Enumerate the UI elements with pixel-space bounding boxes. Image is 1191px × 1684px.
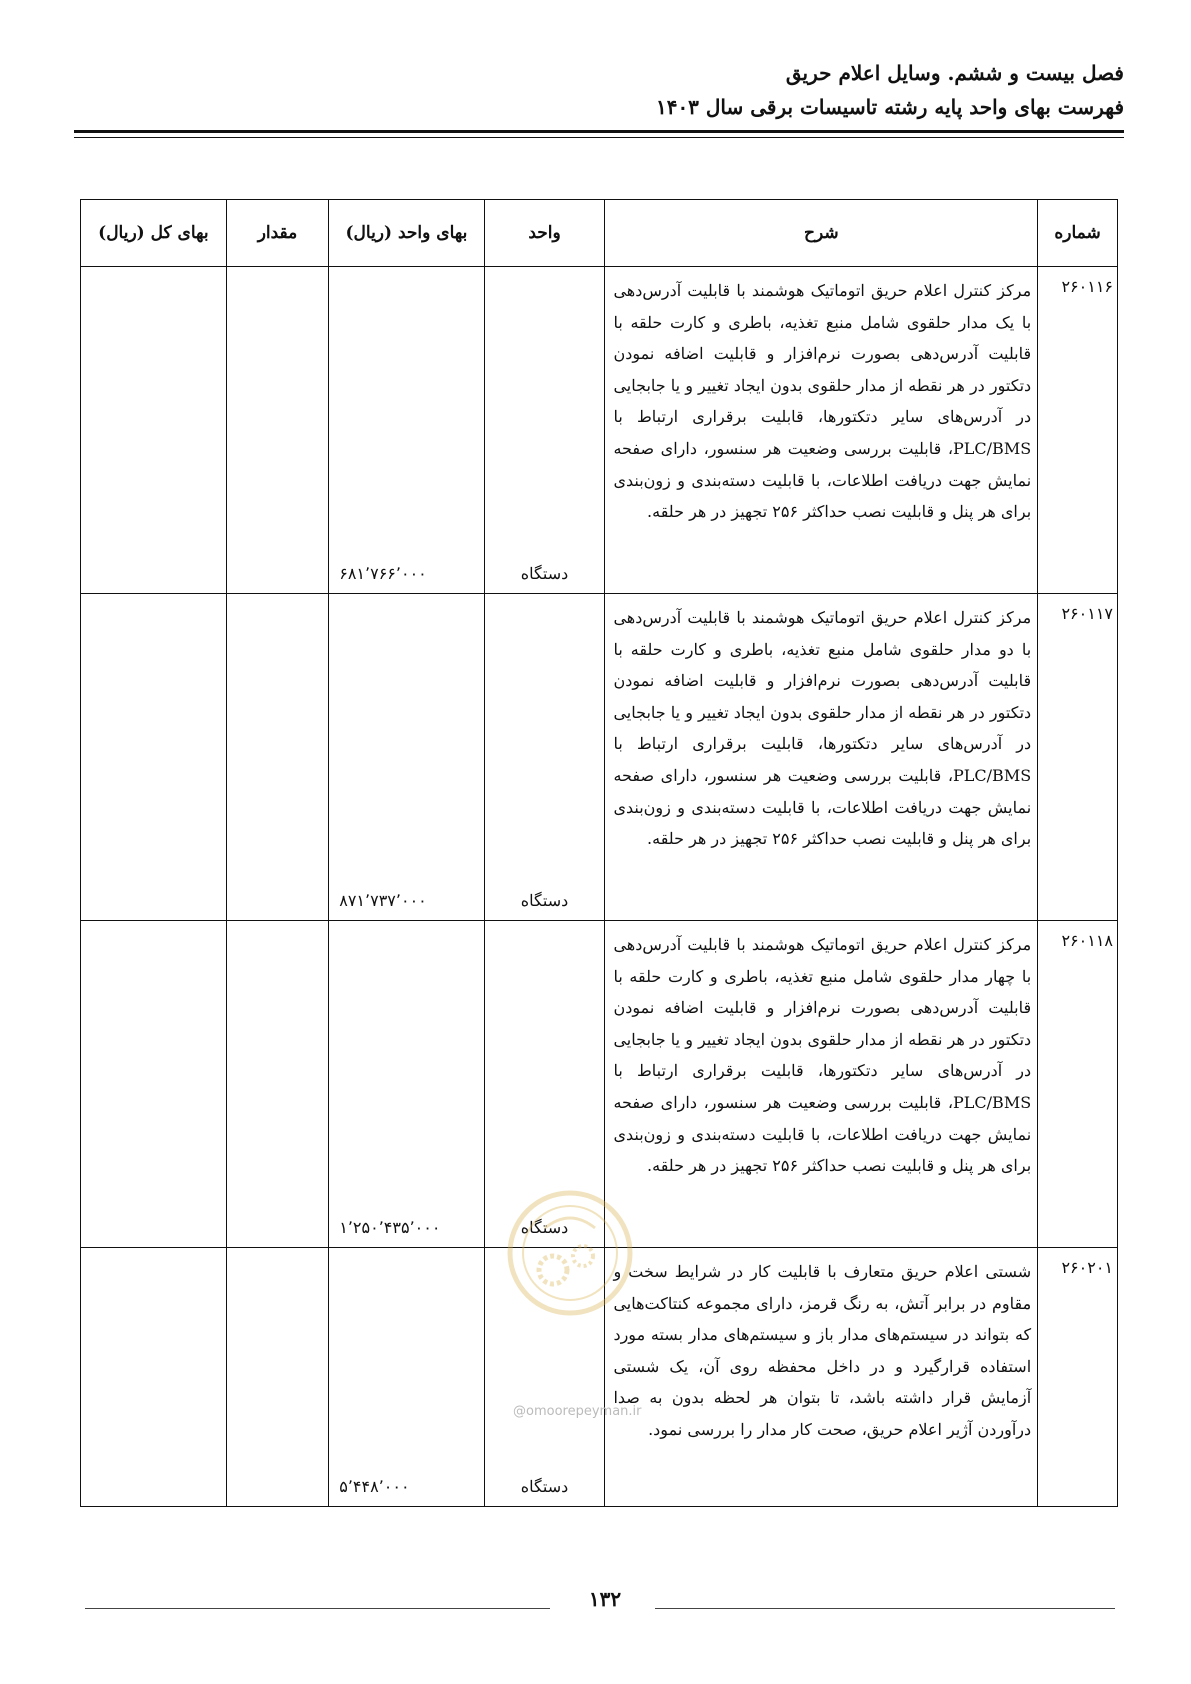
footer-rule-left [85,1608,550,1609]
item-code: ۲۶۰۲۰۱ [1038,1248,1118,1507]
table-row [81,594,1118,921]
item-description: شستی اعلام حریق متعارف با قابلیت کار در شرایط سخت و مقاوم در برابر آتش، به رنگ قرمز، دارای مجموعه کنتاکت‌هایی که بتواند در سیستم‌های مدار باز و سیستم‌های مدار بسته مورد استفاده قرارگیرد و در داخل محفظه روی آن، یک شستی آزمایش قرار داشته باشد، تا بتوان هر لحظه بدون به صدا درآوردن آژیر اعلام حریق، صحت کار مدار را بررسی نمود. [605,1248,1038,1507]
item-description: مرکز کنترل اعلام حریق اتوماتیک هوشمند با قابلیت آدرس‌دهی با چهار مدار حلقوی شامل منبع تغذیه، باطری و کارت حلقه با قابلیت آدرس‌دهی بصورت نرم‌افزار و قابلیت اضافه نمودن دتکتور در هر نقطه از مدار حلقوی بدون ایجاد تغییر و یا جابجایی در آدرس‌های سایر دتکتورها، قابلیت برقراری ارتباط با PLC/BMS، قابلیت بررسی وضعیت هر سنسور، دارای صفحه نمایش جهت دریافت اطلاعات، با قابلیت دسته‌بندی و زون‌بندی برای هر پنل و قابلیت نصب حداکثر ۲۵۶ تجهیز در هر حلقه. [605,921,1038,1248]
item-quantity [226,267,329,594]
item-code: ۲۶۰۱۱۶ [1038,267,1118,594]
item-unit-price: ۸۷۱٬۷۳۷٬۰۰۰ [329,594,484,921]
watermark-text: @omoorepeyman.ir [513,1404,642,1419]
item-unit: دستگاه [484,267,605,594]
header-rule-thick [74,130,1124,133]
header-quantity: مقدار [226,200,329,267]
item-description: مرکز کنترل اعلام حریق اتوماتیک هوشمند با قابلیت آدرس‌دهی با یک مدار حلقوی شامل منبع تغذیه، باطری و کارت حلقه با قابلیت آدرس‌دهی بصورت نرم‌افزار و قابلیت اضافه نمودن دتکتور در هر نقطه از مدار حلقوی بدون ایجاد تغییر و یا جابجایی در آدرس‌های سایر دتکتورها، قابلیت برقراری ارتباط با PLC/BMS، قابلیت بررسی وضعیت هر سنسور، دارای صفحه نمایش جهت دریافت اطلاعات، با قابلیت دسته‌بندی و زون‌بندی برای هر پنل و قابلیت نصب حداکثر ۲۵۶ تجهیز در هر حلقه. [605,267,1038,594]
page-number: ۱۳۲ [588,1587,622,1611]
item-unit: دستگاه [484,921,605,1248]
header-description: شرح [605,200,1038,267]
item-unit-price: ۵٬۴۴۸٬۰۰۰ [329,1248,484,1507]
item-code: ۲۶۰۱۱۸ [1038,921,1118,1248]
item-quantity [226,921,329,1248]
header-unit-price: بهای واحد (ریال) [329,200,484,267]
table-header-row [81,200,1118,267]
table-row [81,267,1118,594]
item-total-price [81,1248,227,1507]
item-unit-price: ۱٬۲۵۰٬۴۳۵٬۰۰۰ [329,921,484,1248]
header-total-price: بهای کل (ریال) [81,200,227,267]
header-code: شماره [1038,200,1118,267]
item-total-price [81,267,227,594]
item-quantity [226,1248,329,1507]
item-description: مرکز کنترل اعلام حریق اتوماتیک هوشمند با قابلیت آدرس‌دهی با دو مدار حلقوی شامل منبع تغذیه، باطری و کارت حلقه با قابلیت آدرس‌دهی بصورت نرم‌افزار و قابلیت اضافه نمودن دتکتور در هر نقطه از مدار حلقوی بدون ایجاد تغییر و یا جابجایی در آدرس‌های سایر دتکتورها، قابلیت برقراری ارتباط با PLC/BMS، قابلیت بررسی وضعیت هر سنسور، دارای صفحه نمایش جهت دریافت اطلاعات، با قابلیت دسته‌بندی و زون‌بندی برای هر پنل و قابلیت نصب حداکثر ۲۵۶ تجهیز در هر حلقه. [605,594,1038,921]
page-header [74,56,1124,124]
item-quantity [226,594,329,921]
item-total-price [81,594,227,921]
item-total-price [81,921,227,1248]
item-unit-price: ۶۸۱٬۷۶۶٬۰۰۰ [329,267,484,594]
header-unit: واحد [484,200,605,267]
header-rule-thin [74,137,1124,138]
item-code: ۲۶۰۱۱۷ [1038,594,1118,921]
watermark-seal-icon [505,1188,635,1318]
footer-rule-right [655,1608,1115,1609]
book-title: فهرست بهای واحد پایه رشته تاسیسات برقی سال ۱۴۰۳ [655,95,1124,119]
item-unit: دستگاه [484,1248,605,1507]
item-unit: دستگاه [484,594,605,921]
chapter-title: فصل بیست و ششم. وسایل اعلام حریق [785,61,1124,85]
